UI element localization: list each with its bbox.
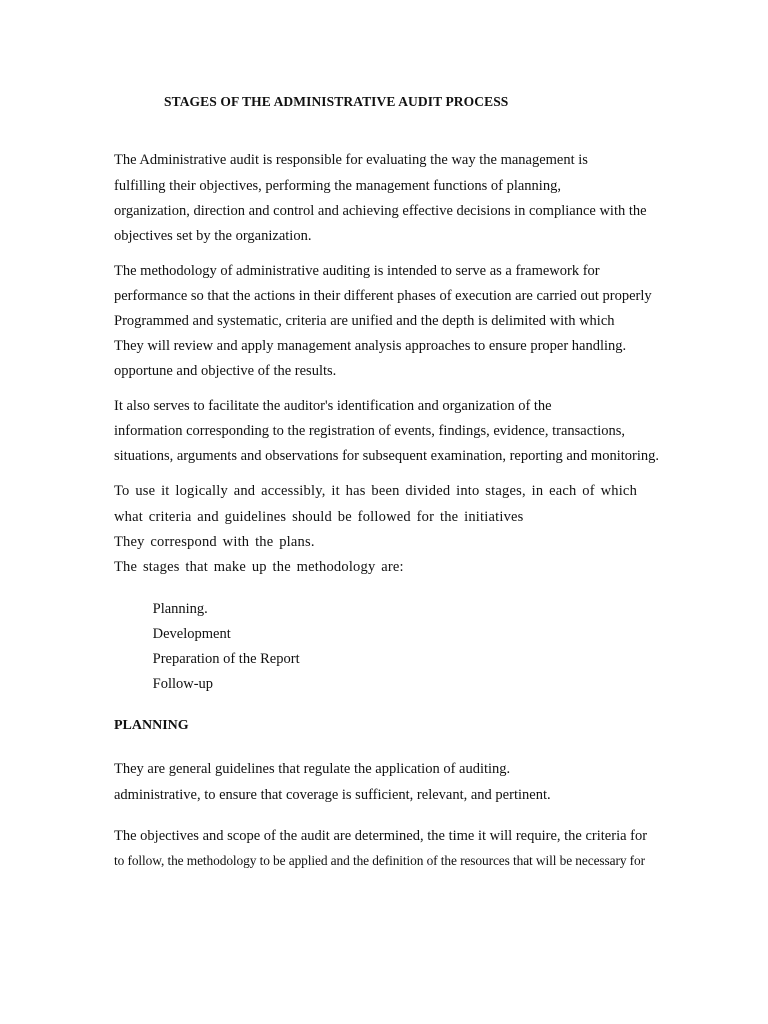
paragraph-4-line-1: To use it logically and accessibly, it has been divided into stages, in each of which (114, 483, 638, 499)
paragraph-1-line-2: fulfilling their objectives, performing the management functions of planning, (114, 178, 561, 194)
paragraph-4-line-3: They correspond with the plans. (114, 534, 315, 550)
paragraph-5-line-2: administrative, to ensure that coverage is sufficient, relevant, and pertinent. (114, 787, 551, 803)
paragraph-1-line-3: organization, direction and control and achieving effective decisions in compliance with the (114, 203, 647, 219)
paragraph-3-line-1: It also serves to facilitate the auditor's identification and organization of the (114, 398, 552, 414)
paragraph-2-line-5: opportune and objective of the results. (114, 363, 337, 379)
paragraph-3-line-2: information corresponding to the registration of events, findings, evidence, transactions, (114, 423, 625, 439)
stage-label: Follow-up (152, 676, 214, 692)
stage-list-item (136, 675, 213, 693)
paragraph-1-line-4: objectives set by the organization. (114, 228, 312, 244)
stage-label: Planning. (152, 601, 208, 617)
paragraph-4-line-4: The stages that make up the methodology are: (114, 559, 404, 575)
paragraph-6-line-1: The objectives and scope of the audit are determined, the time it will require, the criteria for (114, 828, 648, 844)
stage-list-item (136, 625, 231, 643)
stage-label: Preparation of the Report (152, 651, 300, 667)
paragraph-2-line-3: Programmed and systematic, criteria are unified and the depth is delimited with which (114, 313, 615, 329)
stage-list-item (136, 600, 208, 618)
stage-label: Development (152, 626, 231, 642)
section-heading-planning: PLANNING (114, 718, 189, 733)
stage-list-item (136, 650, 300, 668)
paragraph-5-line-1: They are general guidelines that regulate the application of auditing. (114, 761, 511, 777)
paragraph-2-line-2: performance so that the actions in their different phases of execution are carried out properly (114, 288, 652, 304)
paragraph-3-line-3: situations, arguments and observations for subsequent examination, reporting and monitoring. (114, 448, 659, 464)
paragraph-4-line-2: what criteria and guidelines should be followed for the initiatives (114, 509, 524, 525)
document-title: STAGES OF THE ADMINISTRATIVE AUDIT PROCESS (164, 94, 509, 109)
paragraph-2-line-4: They will review and apply management analysis approaches to ensure proper handling. (114, 338, 627, 354)
paragraph-1-line-1: The Administrative audit is responsible for evaluating the way the management is (114, 152, 588, 168)
paragraph-6-line-2: to follow, the methodology to be applied and the definition of the resources that will be necessary for (114, 853, 646, 868)
paragraph-2-line-1: The methodology of administrative auditing is intended to serve as a framework for (114, 263, 600, 279)
